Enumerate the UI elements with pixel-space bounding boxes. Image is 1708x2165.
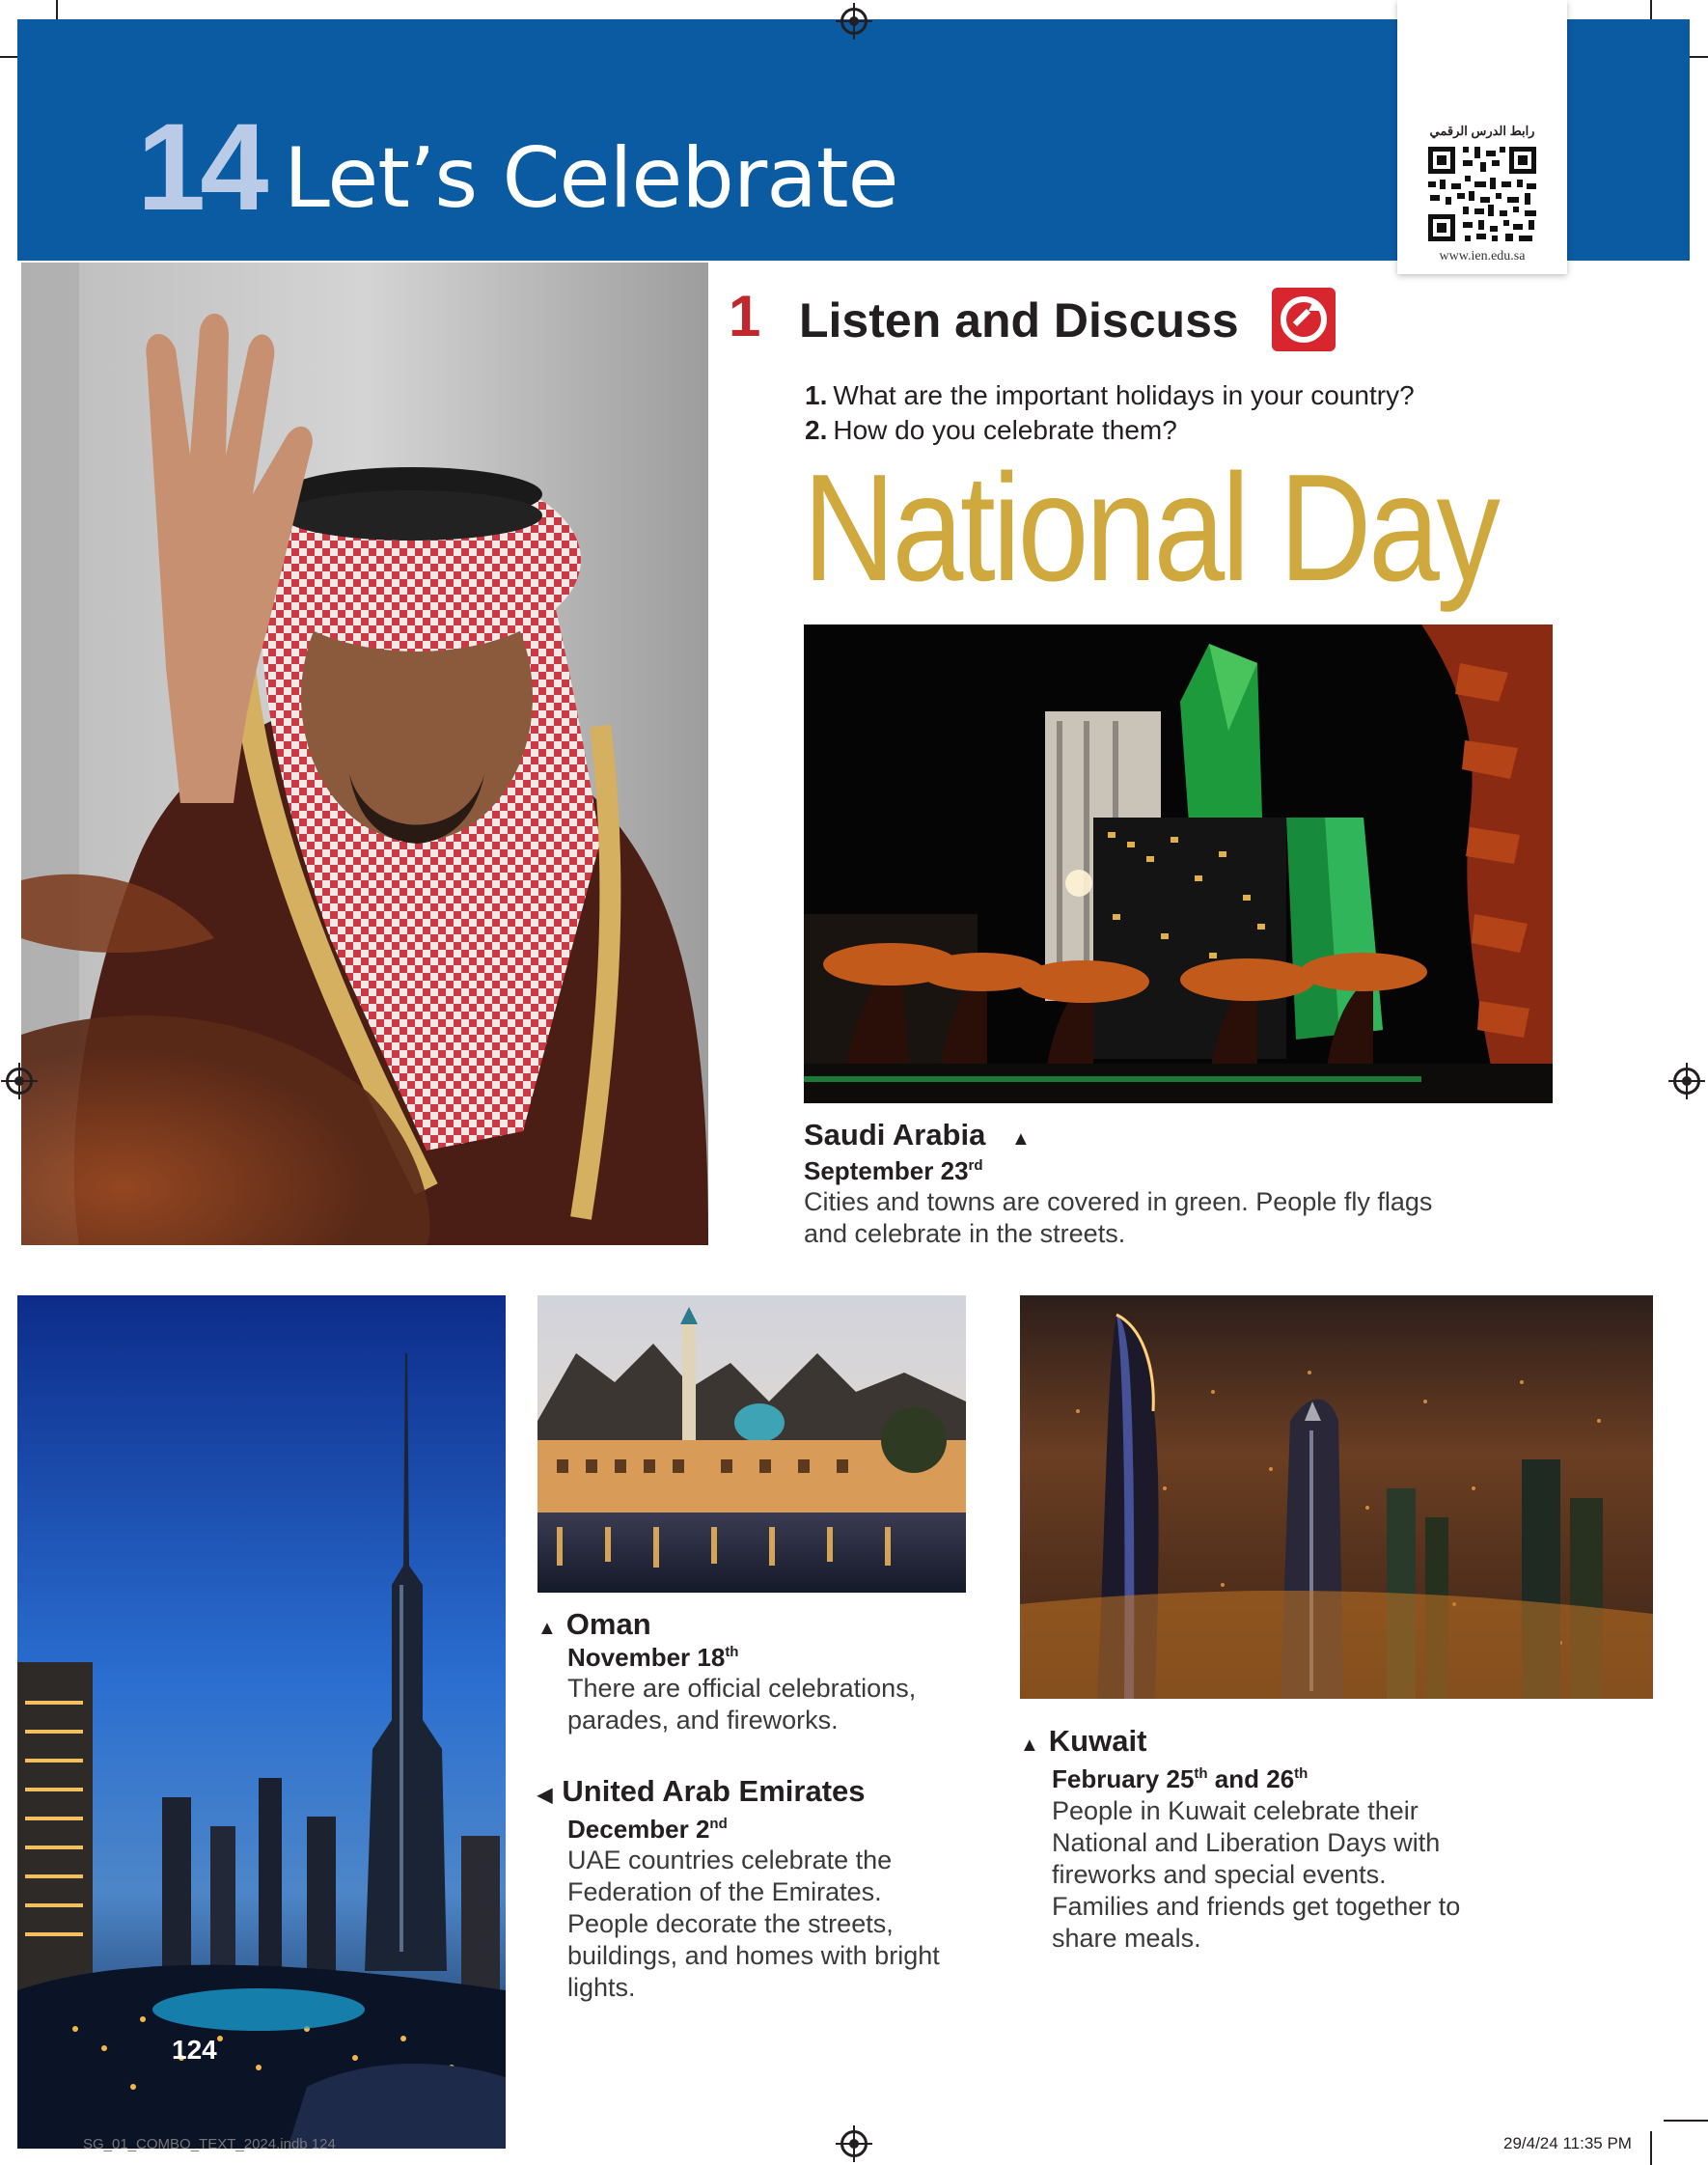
- saudi-name: Saudi Arabia ▲: [804, 1118, 1031, 1152]
- qr-card[interactable]: [1397, 0, 1567, 274]
- muscat-photo: [537, 1295, 966, 1593]
- triangle-up-icon: ▲: [537, 1618, 557, 1639]
- qr-code-icon[interactable]: [1424, 143, 1540, 245]
- kuwait-date: February 25th and 26th: [1052, 1764, 1309, 1793]
- question-text: How do you celebrate them?: [833, 415, 1177, 445]
- replay-audio-button[interactable]: [1272, 288, 1336, 351]
- kuwait-photo: [1020, 1295, 1653, 1699]
- dubai-photo: [17, 1295, 506, 2152]
- kuwait-name: ▲ Kuwait: [1020, 1724, 1147, 1758]
- oman-description: There are official celebrations, parades, and fireworks.: [567, 1674, 917, 1735]
- triangle-up-icon: ▲: [1010, 1128, 1031, 1150]
- uae-name: ◀ United Arab Emirates: [537, 1774, 866, 1808]
- print-timestamp: 29/4/24 11:35 PM: [1503, 2134, 1632, 2152]
- page-number: 124: [172, 2035, 217, 2065]
- question-number: 1.: [805, 380, 828, 410]
- question-text: What are the important holidays in your country?: [833, 380, 1415, 410]
- qr-url[interactable]: www.ien.edu.sa: [1439, 249, 1526, 264]
- question-1: [805, 382, 1415, 409]
- question-2: [805, 417, 1177, 444]
- saudi-description: Cities and towns are covered in green. People fly flags and celebrate in the streets.: [804, 1187, 1433, 1248]
- registration-mark: [840, 2130, 868, 2157]
- oman-date: November 18th: [567, 1643, 739, 1672]
- section-title: Listen and Discuss: [799, 293, 1239, 347]
- triangle-up-icon: ▲: [1020, 1735, 1039, 1756]
- crop-mark: [1664, 2120, 1708, 2122]
- oman-name: ▲ Oman: [537, 1607, 651, 1641]
- uae-description: UAE countries celebrate the Federation of the Emirates. People decorate the streets, buildings, and homes with bright lights.: [567, 1846, 940, 2002]
- registration-mark: [840, 8, 868, 35]
- replay-audio-icon: [1272, 288, 1336, 351]
- saudi-date: September 23rd: [804, 1156, 983, 1185]
- unit-title: Let’s Celebrate: [284, 130, 898, 227]
- kuwait-description: People in Kuwait celebrate their National and Liberation Days with fireworks and special events. Families and friends get together to share meals.: [1052, 1796, 1461, 1953]
- unit-number: 14: [137, 98, 263, 236]
- riyadh-photo: [804, 625, 1553, 1103]
- king-photo: [21, 263, 708, 1245]
- qr-caption: رابط الدرس الرقمي: [1429, 124, 1535, 138]
- section-number: 1: [729, 284, 761, 348]
- uae-date: December 2nd: [567, 1815, 728, 1844]
- print-file-info: SG_01_COMBO_TEXT_2024.indb 124: [83, 2136, 336, 2152]
- feature-title: National Day: [803, 443, 1498, 613]
- triangle-left-icon: ◀: [537, 1785, 553, 1806]
- question-number: 2.: [805, 415, 828, 445]
- registration-mark: [6, 1068, 33, 1095]
- registration-mark: [1673, 1068, 1700, 1095]
- crop-mark: [1650, 2131, 1652, 2165]
